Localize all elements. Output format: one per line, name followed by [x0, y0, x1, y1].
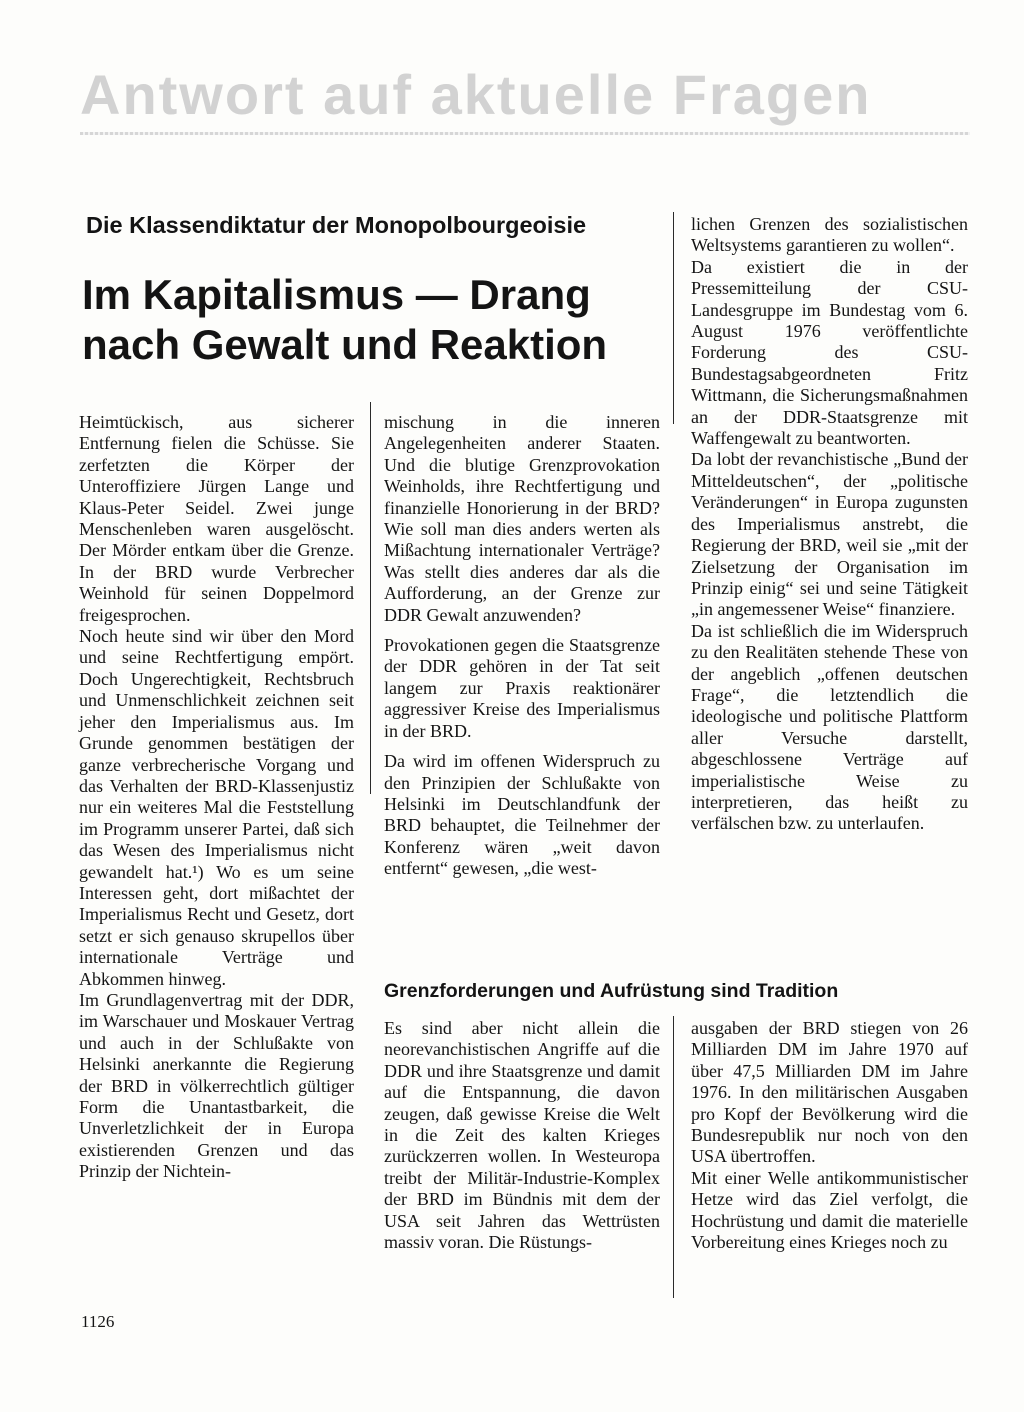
paragraph: Da wird im offenen Widerspruch zu den Prinzipien der Schlußakte von Helsinki im Deutschlandfunk der BRD behauptet, die Teilnehmer der Konferenz wären „weit davon entfernt“ gewesen, „die west- [384, 751, 660, 879]
headline-line: nach Gewalt und Reaktion [82, 321, 608, 368]
column-divider [673, 1016, 674, 1298]
paragraph: Da existiert die in der Pressemitteilung der CSU-Landesgruppe im Bundestag vom 6. August 1976 veröffentlichte Forderung des CSU-Bundestagsabgeordneten Fritz Wittmann, die Sicherungsmaßnahmen an der DDR-Staatsgrenze mit Waffengewalt zu beantworten. [691, 256, 968, 449]
paragraph: Provokationen gegen die Staatsgrenze der DDR gehören in der Tat seit langem zur Praxis reaktionärer aggressiver Kreise des Imperialismus in der BRD. [384, 635, 660, 741]
paragraph: Heimtückisch, aus sicherer Entfernung fielen die Schüsse. Sie zerfetzten die Körper der Unteroffiziere Jürgen Lange und Klaus-Peter Seidel. Zwei junge Menschenleben waren ausgelöscht. Der Mörder entkam über die Grenze. In der BRD wurde Verbrecher Weinhold für seinen Doppelmord freigesprochen. [79, 412, 354, 625]
text-column-3 [691, 214, 968, 835]
article-kicker: Die Klassendiktatur der Monopolbourgeoisie [86, 212, 587, 238]
headline-line: Im Kapitalismus — Drang [82, 271, 591, 318]
paragraph: Es sind aber nicht allein die neorevanchistischen Angriffe auf die DDR und ihre Staatsgrenze und damit auf die Entspannung, die davon zeugen, daß gewisse Kreise die Welt in die Zeit des kalten Krieges zurückzerren wollen. In Westeuropa treibt der Militär-Industrie-Komplex der BRD im Bündnis mit dem der USA seit Jahren das Wettrüsten massiv voran. Die Rüstungs- [384, 1018, 660, 1253]
paragraph: Da lobt der revanchistische „Bund der Mitteldeutschen“, der „politische Veränderungen“ in Europa zugunsten des Imperialismus anstrebt, die Regierung der BRD, weil sie „mit der Zielsetzung der Organisation im Prinzip einig“ sei und seine Tätigkeit „in angemessener Weise“ finanziere. [691, 449, 968, 620]
paragraph: Noch heute sind wir über den Mord und seine Rechtfertigung empört. Doch Ungerechtigkeit, Rechtsbruch und Unmenschlichkeit zeichnen seit jeher den Imperialismus aus. Im Grunde genommen bestätigen der ganze verbrecherische Vorgang und das Verhalten der BRD-Klassenjustiz nur ein weiteres Mal die Feststellung im Programm unserer Partei, daß sich das Wesen des Imperialismus nicht gewandelt hat.¹) Wo es um seine Interessen geht, dort mißachtet der Imperialismus Recht und Gesetz, dort setzt er sich genauso skrupellos über internationale Verträge und Abkommen hinweg. [79, 626, 354, 989]
column-divider [370, 402, 371, 794]
header-rule [80, 132, 970, 135]
paragraph: Mit einer Welle antikommunistischer Hetze wird das Ziel verfolgt, die Hochrüstung und damit die materielle Vorbereitung eines Krieges noch zu [691, 1167, 968, 1253]
text-column-1 [79, 412, 354, 1183]
paragraph: Im Grundlagenvertrag mit der DDR, im Warschauer und Moskauer Vertrag und auch in der Schlußakte von Helsinki anerkannte die Regierung der BRD in völkerrechtlich gültiger Form die Unantastbarkeit, die Unverletzlichkeit der in Europa existierenden Grenzen und das Prinzip der Nichtein- [79, 989, 354, 1182]
article-headline [82, 270, 682, 370]
section-header: Antwort auf aktuelle Fragen [80, 63, 872, 126]
paragraph: Da ist schließlich die im Widerspruch zu den Realitäten stehende These von der angeblich „offenen deutschen Frage“, die letztendlich die ideologische und politische Plattform aller Versuche darstellt, abgeschlossene Verträge auf imperialistische Weise zu interpretieren, das heißt zu verfälschen bzw. zu unterlaufen. [691, 620, 968, 834]
text-column-4 [384, 1018, 660, 1253]
text-column-2 [384, 412, 660, 880]
page-number: 1126 [81, 1312, 115, 1331]
paragraph: ausgaben der BRD stiegen von 26 Milliarden DM im Jahre 1970 auf über 47,5 Milliarden DM im Jahre 1976. In den militärischen Ausgaben pro Kopf der Bevölkerung wird die Bundesrepublik nur noch von den USA übertroffen. [691, 1018, 968, 1167]
paragraph: mischung in die inneren Angelegenheiten anderer Staaten. Und die blutige Grenzprovokation Weinholds, ihre Rechtfertigung und finanzielle Honorierung in der BRD? Wie soll man dies anders werten als Mißachtung internationaler Verträge? Was stellt dies anderes dar als die Aufforderung, an der Grenze zur DDR Gewalt anzuwenden? [384, 412, 660, 625]
paragraph: lichen Grenzen des sozialistischen Weltsystems garantieren zu wollen“. [691, 214, 968, 256]
section-subhead: Grenzforderungen und Aufrüstung sind Tradition [384, 980, 839, 1002]
column-divider [673, 212, 674, 424]
text-column-5 [691, 1018, 968, 1253]
